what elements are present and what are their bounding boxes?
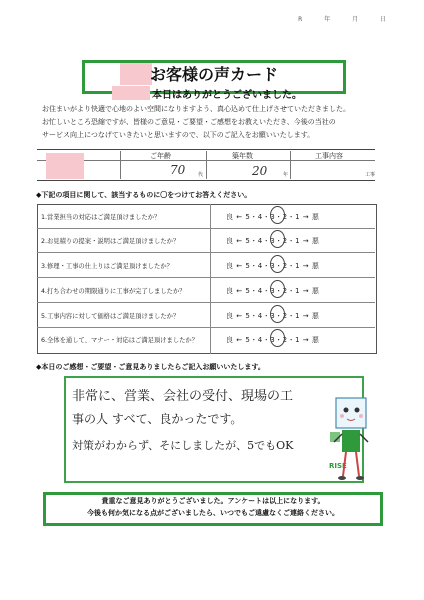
divider — [210, 204, 211, 354]
years-unit: 年 — [283, 172, 289, 178]
rating-scale-2: 良 ← 5・4・3・2・1 → 悪 — [226, 237, 320, 245]
rating-scale-1: 良 ← 5・4・3・2・1 → 悪 — [226, 213, 320, 221]
comments-heading: ◆本日のご感想・ご要望・ご意見ありましたらご記入お願いいたします。 — [36, 363, 265, 371]
rating-scale-4: 良 ← 5・4・3・2・1 → 悪 — [226, 287, 320, 295]
redaction-block — [46, 153, 84, 179]
divider — [37, 302, 375, 303]
survey-heading: ◆下記の項目に関して、該当するものに〇をつけてお答えください。 — [36, 191, 252, 199]
divider — [120, 151, 121, 179]
mascot-illustration — [328, 396, 374, 484]
age-value: 70 — [170, 163, 186, 177]
years-header: 築年数 — [232, 152, 253, 160]
footer-line-1: 貴重なご意見ありがとうございました。アンケートは以上になります。 — [101, 497, 325, 505]
rating-scale-6: 良 ← 5・4・3・2・1 → 悪 — [226, 336, 320, 344]
question-5: 5.工事内容に対して価格はご満足頂けましたか？ — [41, 313, 180, 320]
work-unit: 工事 — [365, 172, 376, 178]
selected-rating-circle — [270, 230, 285, 248]
intro-line-1: お住まいがより快適で心地のよい空間になりますよう、真心込めて仕上げさせていただきました。 — [42, 105, 350, 113]
footer-line-2: 今後も何か気になる点がございましたら、いつでもご遠慮なくご連絡ください。 — [87, 509, 339, 517]
rating-scale-5: 良 ← 5・4・3・2・1 → 悪 — [226, 312, 320, 320]
page-title: お客様の声カード — [149, 65, 278, 84]
divider — [37, 327, 375, 328]
comment-line-1: 非常に、営業、会社の受付、現場の工 — [72, 389, 294, 404]
selected-rating-circle — [270, 206, 285, 224]
divider — [37, 252, 375, 253]
rating-scale-3: 良 ← 5・4・3・2・1 → 悪 — [226, 262, 320, 270]
age-header: ご年齢 — [150, 152, 171, 160]
divider — [37, 277, 375, 278]
date-field: R 年 月 日 — [298, 16, 396, 23]
question-3: 3.修理・工事の仕上りはご満足頂けましたか？ — [41, 263, 173, 270]
question-6: 6.全体を通して、マナー・対応はご満足頂けましたか？ — [41, 337, 199, 344]
question-4: 4.打ち合わせの期限通りに工事が完了しましたか？ — [41, 288, 186, 295]
mascot-label: RISE — [329, 462, 347, 470]
comment-line-3: 対策がわからず、そにしましたが、5でもOK — [72, 439, 294, 452]
intro-line-3: サービス向上につなげていきたいと思いますので、以下のご記入をお願いいたします。 — [42, 131, 315, 139]
years-value: 20 — [252, 164, 268, 178]
selected-rating-circle — [270, 329, 285, 347]
intro-line-2: お忙しいところ恐縮ですが、皆様のご意見・ご要望・ご感想をお教えいただき、今後の当社の — [42, 118, 336, 126]
question-2: 2.お見積りの提案・説明はご満足頂けましたか？ — [41, 238, 180, 245]
divider — [37, 228, 375, 229]
survey-table — [37, 204, 377, 354]
work-header: 工事内容 — [315, 152, 343, 160]
question-1: 1.営業担当の対応はご満足頂けましたか？ — [41, 214, 161, 221]
age-unit: 代 — [198, 172, 204, 178]
thanks-message: 本日はありがとうございました。 — [152, 90, 302, 101]
divider — [290, 151, 291, 179]
comment-line-2: 事の人 すべて、良かったです。 — [72, 412, 243, 426]
selected-rating-circle — [270, 305, 285, 323]
redaction-block — [112, 86, 150, 100]
selected-rating-circle — [270, 280, 285, 298]
divider — [206, 151, 207, 179]
selected-rating-circle — [270, 255, 285, 273]
